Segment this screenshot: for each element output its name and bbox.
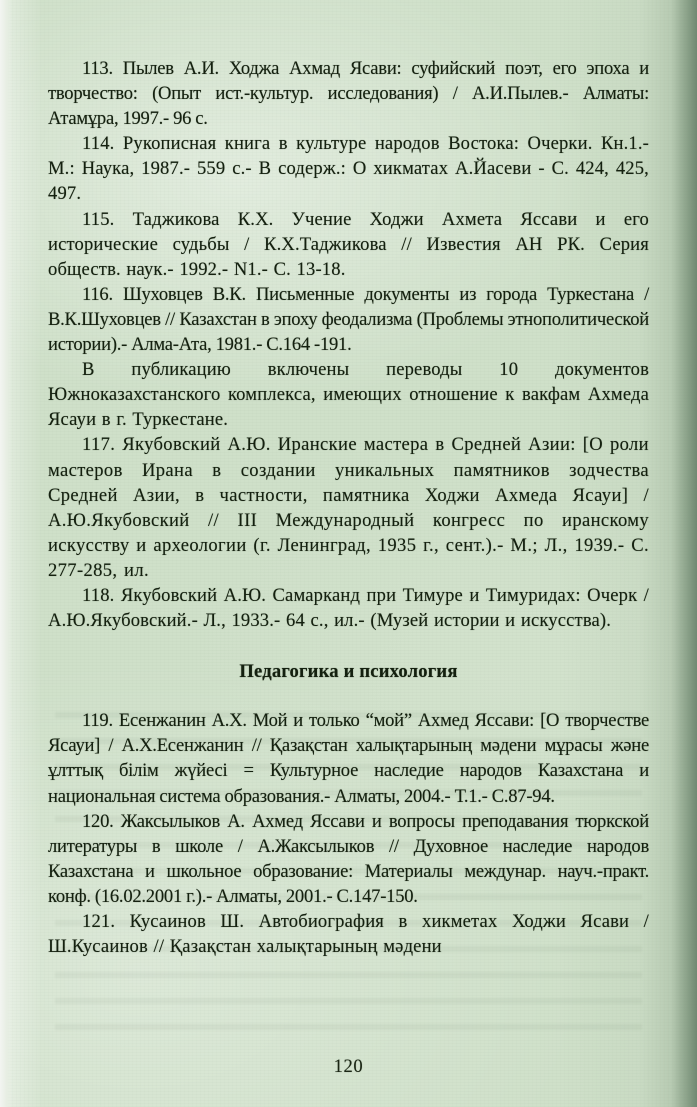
heading-spacer-below [48,684,649,708]
section-heading-pedagogy-psychology: Педагогика и психология [239,661,458,683]
left-page-edge [0,0,12,1107]
bibliography-entry-114: 114. Рукописная книга в культуре народов Востока: Очерки. Кн.1.- М.: Наука, 1987.- 559 с.- В содерж.: О хикматах А.Йасеви - С. 424, 425, 497. [48,133,649,205]
page-text-body [48,56,649,959]
heading-spacer-above [48,633,649,659]
bibliography-entry-116: 116. Шуховцев В.К. Письменные документы из города Туркестана / В.К.Шуховцев // Казахстан в эпоху феодализма (Проблемы этнополитической истории).- Алма-Ата, 1981.- С.164 -191. [48,283,649,356]
bibliography-entry-113: 113. Пылев А.И. Ходжа Ахмад Ясави: суфийский поэт, его эпоха и творчество: (Опыт ист.-культур. исследования) / А.И.Пылев.- Алматы: Атамұра, 1997.- 96 с. [48,58,649,130]
right-page-edge-shadow [671,0,697,1107]
bibliography-entry-115: 115. Таджикова К.Х. Учение Ходжи Ахмета Яссави и его исторические судьбы / К.Х.Таджикова // Известия АН РК. Серия обществ. наук.- 1992.- N1.- С. 13-18. [48,208,649,280]
page-number: 120 [333,1056,364,1077]
bibliography-entry-121: 121. Кусаинов Ш. Автобиография в хикметах Ходжи Ясави / Ш.Кусаинов // Қазақстан халықтарының мәдени [48,911,649,958]
bibliography-entry-118: 118. Якубовский А.Ю. Самарканд при Тимуре и Тимуридах: Очерк / А.Ю.Якубовский.- Л., 1933.- 64 с., ил.- (Музей истории и искусства). [48,584,649,632]
bibliography-entry-120: 120. Жаксылыков А. Ахмед Яссави и вопросы преподавания тюркской литературы в школе / А.Жаксылыков // Духовное наследие народов Казахстана и школьное образование: Материалы междунар. науч.-практ. конф. (16.02.2001 г.).- Алматы, 2001.- С.147-150. [48,810,649,907]
bibliography-entry-119: 119. Есенжанин А.Х. Мой и только “мой” Ахмед Яссави: [О творчестве Ясауи] / А.Х.Есенжанин // Қазақстан халықтарының мәдени мұрасы және ұлттық білім жүйесі = Культурное наследие народов Казахстана и национальная система образования.- Алматы, 2004.- Т.1.- С.87-94. [48,710,649,807]
bibliography-entry-117: 117. Якубовский А.Ю. Иранские мастера в Средней Азии: [О роли мастеров Ирана в создании уникальных памятников зодчества Средней Азии, в частности, памятника Ходжи Ахмеда Ясауи] / А.Ю.Якубовский // III Международный конгресс по иранскому искусству и археологии (г. Ленинград, 1935 г., сент.).- М.; Л., 1939.- С. 277-285, ил. [48,434,649,581]
bibliography-annotation-116: В публикацию включены переводы 10 документов Южноказахстанского комплекса, имеющих отношение к вакфам Ахмеда Ясауи в г. Туркестане. [48,359,649,431]
